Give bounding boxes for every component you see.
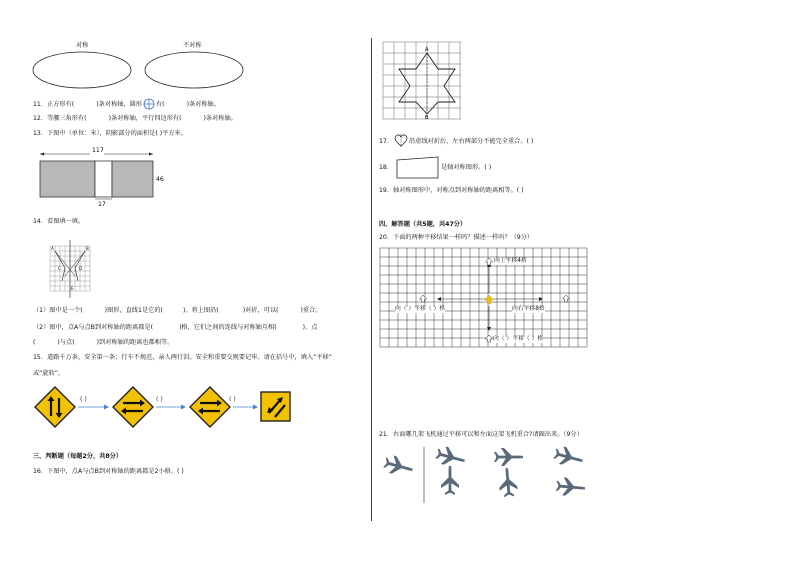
sign-rotated-icon — [261, 392, 290, 421]
q17-line: 沿虚线对折后，左右两部分不能完全重合。( ) — [409, 138, 534, 145]
plane-option-4-icon — [498, 467, 518, 497]
oval-not-symmetric — [145, 52, 243, 88]
q13-dim-bottom: 17 — [98, 201, 106, 208]
q14-grid-figure — [50, 246, 95, 306]
q15-blank-3: ( ) — [229, 396, 236, 403]
q14-part3: ( )与点( )到对称轴的距离也都相等。 — [33, 339, 174, 346]
q13-rectangle-figure — [38, 147, 158, 202]
column-divider — [371, 38, 372, 521]
heart-outline-icon — [394, 134, 408, 147]
q12-line: 12．等腰三角形有( )条对称轴，平行四边形有( )条对称轴。 — [33, 115, 237, 122]
q21-planes — [380, 445, 590, 505]
grid-label-e: E — [71, 286, 74, 291]
q20-label-down: 向（ ）平移（ ）格 — [493, 336, 544, 342]
q15-blank-2: ( ) — [156, 396, 163, 403]
sign-lane-shift-icon-1 — [113, 387, 153, 427]
q20-grid — [380, 248, 590, 350]
q17-number: 17． — [379, 138, 394, 145]
sign-two-way-icon — [35, 387, 75, 427]
section-3-heading: 三、判断题（每题2分，共8分） — [33, 453, 123, 460]
classification-ovals — [30, 50, 250, 92]
q21-line: 21．右面哪几架飞机通过平移可以和左面这架飞机重合?请圈出来。（9分） — [379, 431, 583, 438]
q19-line: 19．轴对称图形中，对称点到对称轴的距离相等。( ) — [379, 187, 524, 194]
label-symmetric: 对称 — [76, 42, 89, 49]
q18-trapezoid — [395, 157, 441, 179]
center-yellow-arrow-icon — [485, 295, 493, 304]
q15-line1: 15．道路千万条，安全第一条；行车不规范，亲人两行泪。安全和重要交规要记牢。请在括号中，填入“平移” — [33, 354, 332, 361]
q16-line: 16．下图中，点A与点B到对称轴的距离都是2小格。( ) — [33, 468, 184, 475]
section-4-heading: 四、解答题（共5题，共47分） — [379, 221, 467, 228]
plane-original-icon — [382, 454, 415, 479]
grid-label-d: D — [79, 266, 83, 271]
grid-label-b: B — [86, 246, 89, 251]
grid-label-a: A — [51, 246, 54, 251]
grid-label-c: C — [58, 266, 61, 271]
q13-line: 13．下图中（单位：米），阴影部分的面积是( )平方米。 — [33, 130, 187, 137]
q20-label-right: 向右平移8格 — [512, 306, 545, 312]
star-label-a: A — [425, 47, 429, 53]
shaded-left — [40, 161, 95, 197]
q20-label-left: 向（ ）平移（ ）格 — [395, 306, 446, 312]
q20-line: 20．下面的两种平移结果一样吗？描述一样吗？（9分） — [379, 234, 534, 241]
q14-title: 14．看图填一填。 — [33, 218, 85, 225]
sign-lane-shift-icon-2 — [190, 387, 230, 427]
star-grid-figure — [383, 42, 465, 120]
q18-number: 18． — [379, 164, 394, 171]
star-label-b: B — [425, 115, 429, 121]
q15-blank-1: ( ) — [80, 396, 87, 403]
q15-line2: 或“旋转”。 — [33, 370, 65, 377]
plane-option-1-icon — [434, 445, 467, 470]
shaded-right — [112, 161, 153, 197]
q13-dim-right: 46 — [156, 176, 164, 183]
q14-part1: （1）图中是一个( )图形，直线1是它的( )。将上图沿( )对折，可以( )重合。 — [33, 307, 322, 314]
label-not-symmetric: 不对称 — [183, 42, 202, 49]
q14-part2: （2）图中，点A与点B到对称轴的距离都是( )格，它们之间的连线与对称轴互相( )。点 — [33, 324, 318, 331]
q11-line: 11．正方形有( )条对称轴，圆形 有( )条对称轴。 — [33, 98, 220, 110]
white-strip — [95, 161, 112, 197]
plane-option-3-icon — [494, 448, 523, 466]
q20-label-up: 向上平移4格 — [494, 258, 527, 264]
q15-signs — [33, 385, 303, 431]
q13-dim-top: 117 — [92, 147, 104, 154]
q18-line: 是轴对称图形。( ) — [441, 164, 492, 171]
plane-option-5-icon — [552, 445, 585, 470]
circle-cross-icon — [143, 98, 155, 110]
oval-symmetric — [33, 52, 131, 88]
plane-option-6-icon — [555, 477, 585, 497]
plane-option-2-icon — [441, 466, 459, 495]
